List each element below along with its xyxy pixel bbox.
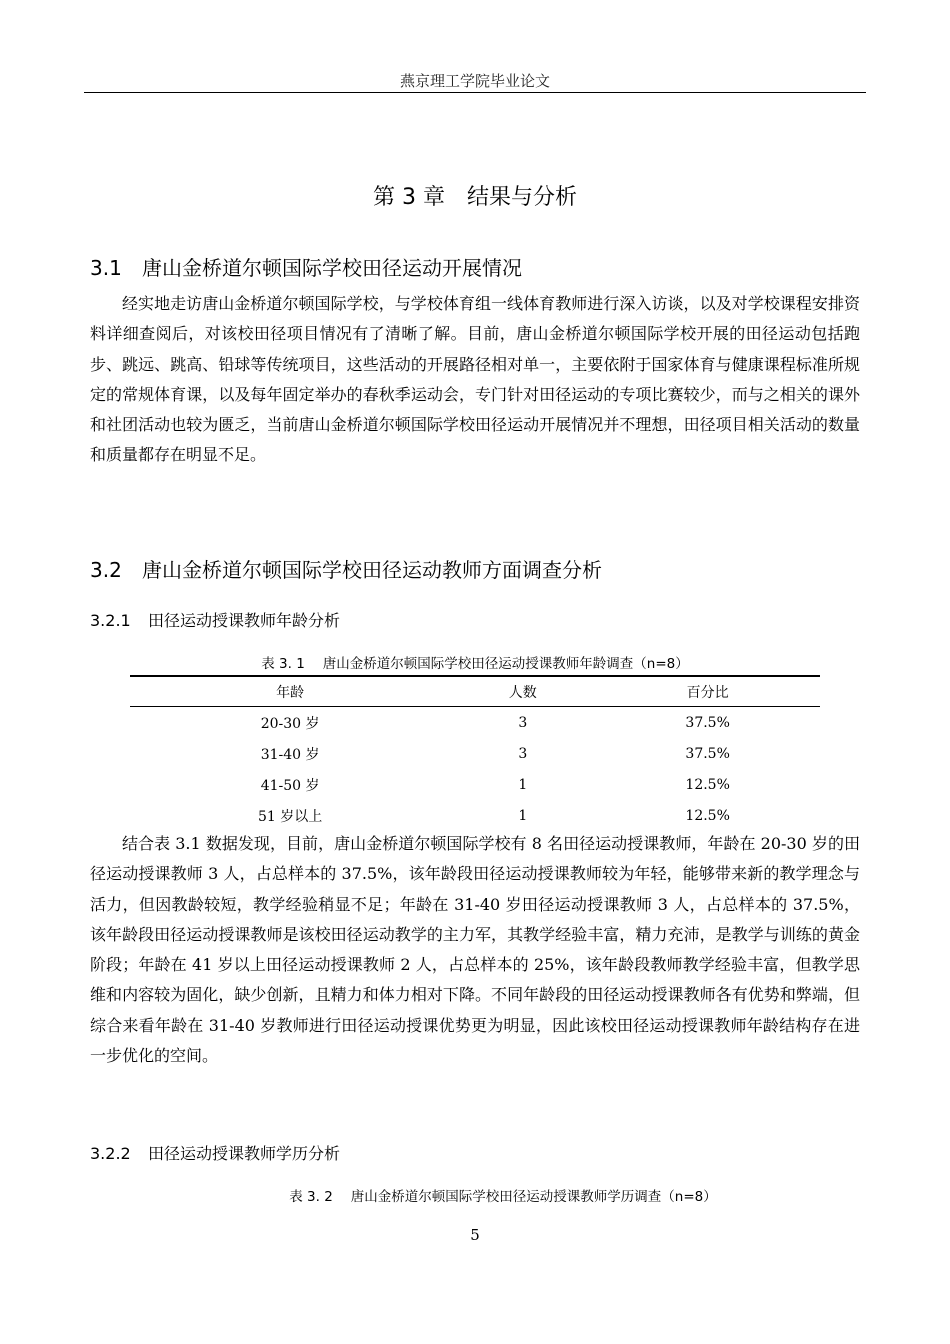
section-heading-3-2 [90,554,602,583]
subsection-heading-3-2-1 [90,608,340,631]
section-3-1-paragraph: 经实地走访唐山金桥道尔顿国际学校，与学校体育组一线体育教师进行深入访谈，以及对学校课程安排资料详细查阅后，对该校田径项目情况有了清晰了解。目前，唐山金桥道尔顿国际学校开展的田径运动包括跑步、跳远、跳高、铅球等传统项目，这些活动的开展路径相对单一，主要依附于国家体育与健康课程标准所规定的常规体育课，以及每年固定举办的春秋季运动会，专门针对田径运动的专项比赛较少，而与之相关的课外和社团活动也较为匮乏，当前唐山金桥道尔顿国际学校田径运动开展情况并不理想，田径项目相关活动的数量和质量都存在明显不足。 [90,294,860,465]
table-caption-text: 唐山金桥道尔顿国际学校田径运动授课教师年龄调查（n=8） [322,656,689,672]
section-3-2-1-paragraph: 结合表 3.1 数据发现，目前，唐山金桥道尔顿国际学校有 8 名田径运动授课教师，年龄在 20-30 岁的田径运动授课教师 3 人，占总样本的 37.5%，该年龄段田径运动授课教师较为年轻，能够带来新的教学理念与活力，但因教龄较短，教学经验稍显不足；年龄在 31-40 岁田径运动授课教师 3 人，占总样本的 37.5%，该年龄段田径运动授课教师是该校田径运动教学的主力军，其教学经验丰富，精力充沛，是教学与训练的黄金阶段；年龄在 41 岁以上田径运动授课教师 2 人，占总样本的 25%，该年龄段教师教学经验丰富，但教学思维和内容较为固化，缺少创新，且精力和体力相对下降。不同年龄段的田径运动授课教师各有优势和弊端，但综合来看年龄在 31-40 岁教师进行田径运动授课优势更为明显，因此该校田径运动授课教师年龄结构存在进一步优化的空间。 [90,834,860,1066]
table-cell: 12.5% [685,776,730,793]
column-header-count: 人数 [508,684,537,701]
table-row [130,800,820,831]
column-header-percent: 百分比 [686,684,729,701]
age-table [130,675,820,831]
section-heading-3-1 [90,252,522,281]
header-divider [84,92,866,93]
table-header-row [130,676,820,707]
section-title: 唐山金桥道尔顿国际学校田径运动开展情况 [142,256,522,280]
table-cell: 1 [518,776,528,793]
table-cell: 12.5% [685,807,730,824]
table-cell: 31-40 岁 [260,746,320,763]
section-number: 3.2 [90,558,122,582]
page-header: 燕京理工学院毕业论文 [399,72,550,90]
table-cell: 3 [518,745,528,762]
table-3-2-caption [28,1185,950,1205]
table-cell: 41-50 岁 [260,777,320,794]
column-header-age: 年龄 [276,684,305,701]
table-cell: 37.5% [685,745,730,762]
section-title: 唐山金桥道尔顿国际学校田径运动教师方面调查分析 [142,558,602,582]
table-cell: 1 [518,807,528,824]
table-row [130,707,820,739]
table-cell: 20-30 岁 [260,715,320,732]
table-cell: 51 岁以上 [258,808,323,825]
chapter-title: 第 3 章 结果与分析 [373,185,577,210]
subsection-title: 田径运动授课教师学历分析 [148,1144,341,1163]
table-caption-text: 唐山金桥道尔顿国际学校田径运动授课教师学历调查（n=8） [350,1189,717,1205]
subsection-title: 田径运动授课教师年龄分析 [148,611,341,630]
section-number: 3.1 [90,256,122,280]
subsection-heading-3-2-2 [90,1141,340,1164]
table-row [130,769,820,800]
subsection-number: 3.2.1 [90,611,131,630]
page-number: 5 [470,1226,480,1244]
table-caption-number: 表 3. 1 [261,656,305,672]
subsection-number: 3.2.2 [90,1144,131,1163]
table-row [130,738,820,769]
table-cell: 37.5% [685,714,730,731]
table-caption-number: 表 3. 2 [289,1189,333,1205]
table-cell: 3 [518,714,528,731]
table-3-1-caption [0,652,950,672]
